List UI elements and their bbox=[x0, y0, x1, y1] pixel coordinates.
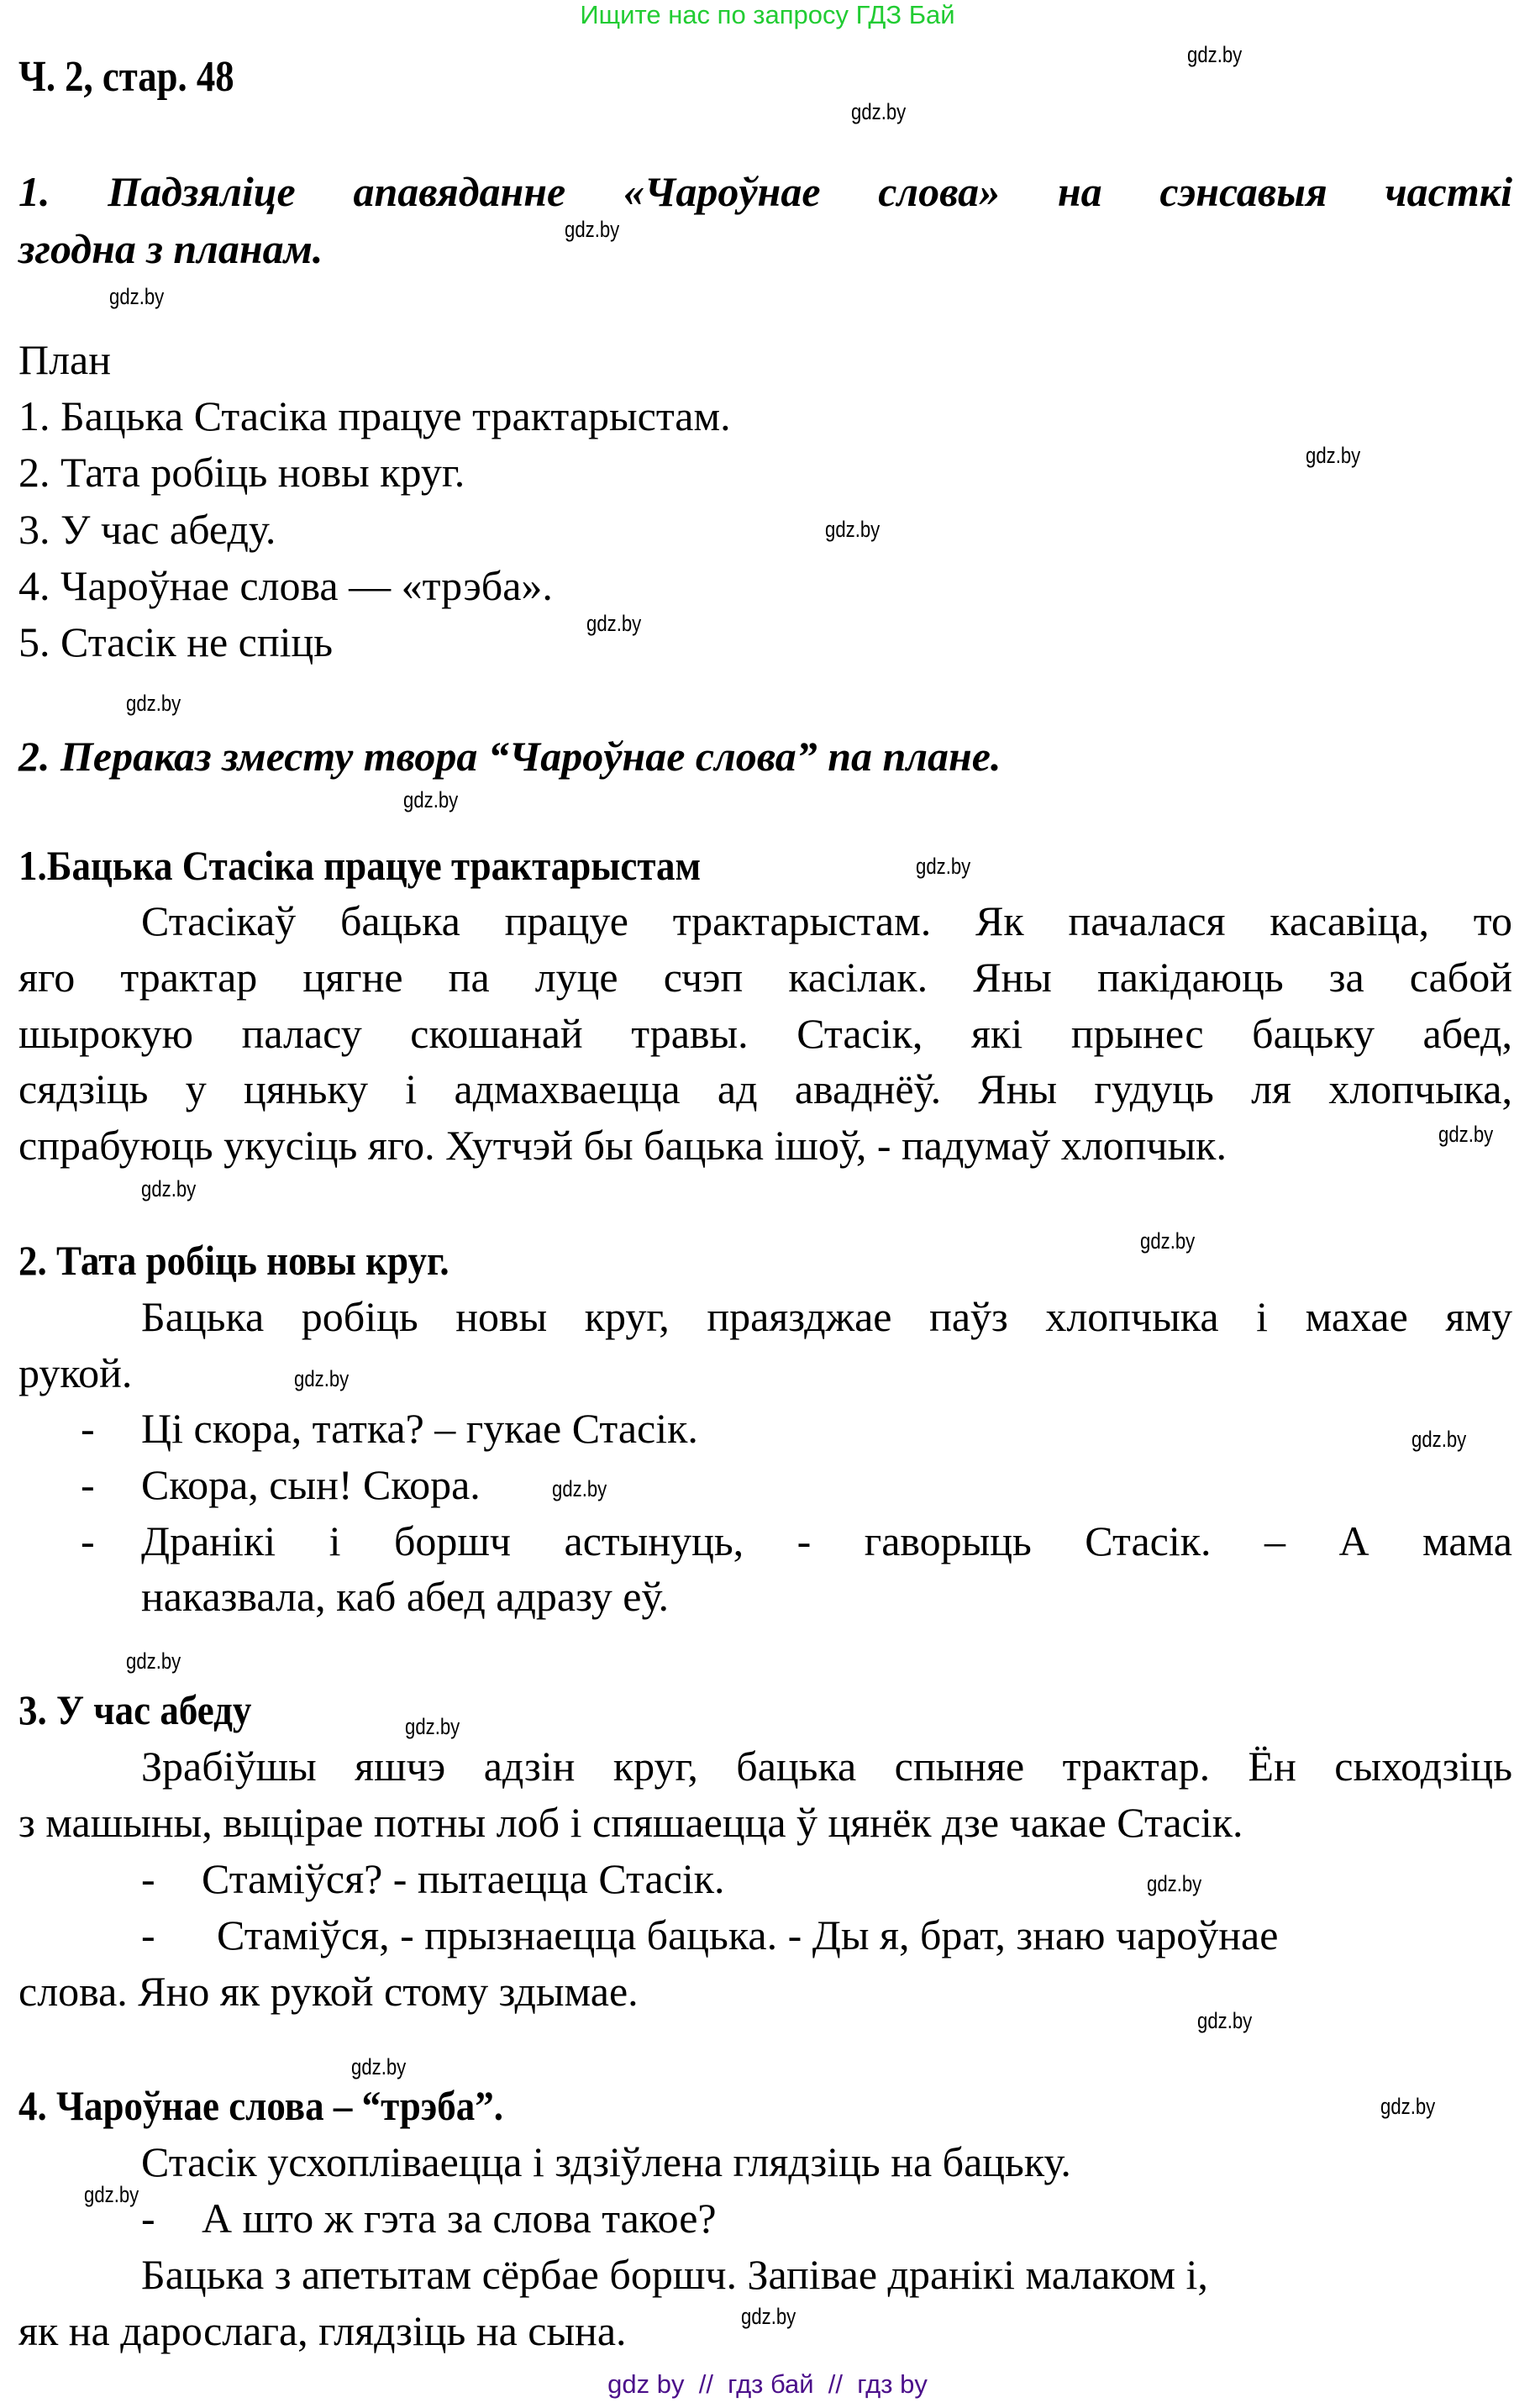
watermark: gdz.by bbox=[552, 1476, 607, 1501]
dialog-dash: - bbox=[81, 1517, 95, 1564]
dialog-dash: - bbox=[141, 1855, 155, 1902]
watermark: gdz.by bbox=[141, 1176, 197, 1201]
section-heading: 3. У час абеду bbox=[18, 1686, 252, 1733]
section-heading: 2. Тата робіць новы круг. bbox=[18, 1237, 449, 1284]
dialog-dash: - bbox=[141, 1911, 155, 1958]
paragraph-line: спрабуюць укусіць яго. Хутчэй бы бацька ішоў, - падумаў хлопчык. bbox=[18, 1122, 1227, 1169]
paragraph-line: з машыны, выцірае потны лоб і спяшаецца ў цянёк дзе чакае Стасік. bbox=[18, 1799, 1243, 1846]
watermark: gdz.by bbox=[741, 2304, 796, 2329]
watermark: gdz.by bbox=[405, 1714, 460, 1739]
dialog-dash: - bbox=[141, 2195, 155, 2242]
plan-heading: План bbox=[18, 336, 112, 383]
plan-item: 4. Чароўнае слова — «трэба». bbox=[18, 562, 553, 609]
task1-line1: 1. Падзяліце апавяданне «Чароўнае слова» на сэнсавыя часткі bbox=[18, 168, 1512, 215]
watermark: gdz.by bbox=[126, 1648, 181, 1674]
watermark: gdz.by bbox=[1438, 1122, 1494, 1147]
paragraph-line: Бацька робіць новы круг, праязджае паўз хлопчыка і махае яму bbox=[141, 1293, 1512, 1340]
paragraph-line: Зрабіўшы яшчэ адзін круг, бацька спыняе трактар. Ён сыходзіць bbox=[141, 1743, 1512, 1790]
dialog-line: А што ж гэта за слова такое? bbox=[202, 2195, 717, 2242]
section-heading: 1.Бацька Стасіка працуе трактарыстам bbox=[18, 842, 702, 889]
dialog-line: слова. Яно як рукой стому здымае. bbox=[18, 1968, 639, 2015]
task2-heading: 2. Пераказ зместу твора “Чароўнае слова” па плане. bbox=[18, 733, 1001, 780]
dialog-line: Стаміўся? - пытаецца Стасік. bbox=[202, 1855, 725, 1902]
dialog-line: Стаміўся, - прызнаецца бацька. - Ды я, брат, знаю чароўнае bbox=[217, 1911, 1279, 1958]
watermark: gdz.by bbox=[586, 611, 642, 636]
watermark: gdz.by bbox=[1306, 443, 1361, 468]
section-heading: 4. Чароўнае слова – “трэба”. bbox=[18, 2082, 503, 2129]
plan-item: 5. Стасік не спіць bbox=[18, 618, 334, 665]
dialog-line: наказвала, каб абед адразу еў. bbox=[141, 1573, 669, 1620]
watermark: gdz.by bbox=[1187, 42, 1243, 67]
plan-item: 1. Бацька Стасіка працуе трактарыстам. bbox=[18, 392, 731, 439]
search-banner[interactable]: Ищите нас по запросу ГДЗ Бай bbox=[580, 0, 955, 29]
dialog-line: Дранікі і боршч астынуць, - гаворыць Стасік. – А мама bbox=[141, 1517, 1512, 1564]
task1-line2: згодна з планам. bbox=[18, 225, 323, 272]
watermark: gdz.by bbox=[294, 1366, 350, 1391]
watermark: gdz.by bbox=[916, 854, 971, 879]
footer-links[interactable]: gdz by // гдз бай // гдз by bbox=[607, 2369, 928, 2399]
page-title: Ч. 2, стар. 48 bbox=[18, 53, 234, 101]
watermark: gdz.by bbox=[851, 99, 907, 124]
watermark: gdz.by bbox=[126, 691, 181, 716]
paragraph-line: Стасік усхопліваецца і здзіўлена глядзіць на бацьку. bbox=[141, 2138, 1071, 2185]
watermark: gdz.by bbox=[84, 2182, 139, 2207]
plan-item: 2. Тата робіць новы круг. bbox=[18, 449, 465, 496]
watermark: gdz.by bbox=[1147, 1871, 1202, 1896]
watermark: gdz.by bbox=[109, 284, 165, 309]
plan-item: 3. У час абеду. bbox=[18, 506, 276, 553]
watermark: gdz.by bbox=[1197, 2008, 1253, 2033]
watermark: gdz.by bbox=[1411, 1427, 1467, 1452]
paragraph-line: Стасікаў бацька працуе трактарыстам. Як пачалася касавіца, то bbox=[141, 897, 1512, 944]
paragraph-line: рукой. bbox=[18, 1349, 133, 1396]
paragraph-line: яго трактар цягне па луце счэп касілак. Яны пакідаюць за сабой bbox=[18, 954, 1512, 1001]
watermark: gdz.by bbox=[351, 2054, 407, 2079]
watermark: gdz.by bbox=[1140, 1228, 1196, 1254]
dialog-line: Скора, сын! Скора. bbox=[141, 1461, 481, 1508]
dialog-dash: - bbox=[81, 1461, 95, 1508]
watermark: gdz.by bbox=[825, 517, 881, 542]
dialog-dash: - bbox=[81, 1405, 95, 1452]
paragraph-line: сядзіць у цяньку і адмахваецца ад аваднёў. Яны гудуць ля хлопчыка, bbox=[18, 1065, 1512, 1112]
watermark: gdz.by bbox=[1380, 2094, 1436, 2119]
paragraph-line: шырокую паласу скошанай травы. Стасік, які прынес бацьку абед, bbox=[18, 1010, 1512, 1057]
paragraph-line: Бацька з апетытам сёрбае боршч. Запівае дранікі малаком і, bbox=[141, 2251, 1208, 2298]
watermark: gdz.by bbox=[403, 787, 459, 812]
dialog-line: Ці скора, татка? – гукае Стасік. bbox=[141, 1405, 698, 1452]
paragraph-line: як на дарослага, глядзіць на сына. bbox=[18, 2307, 627, 2354]
watermark: gdz.by bbox=[565, 217, 620, 242]
